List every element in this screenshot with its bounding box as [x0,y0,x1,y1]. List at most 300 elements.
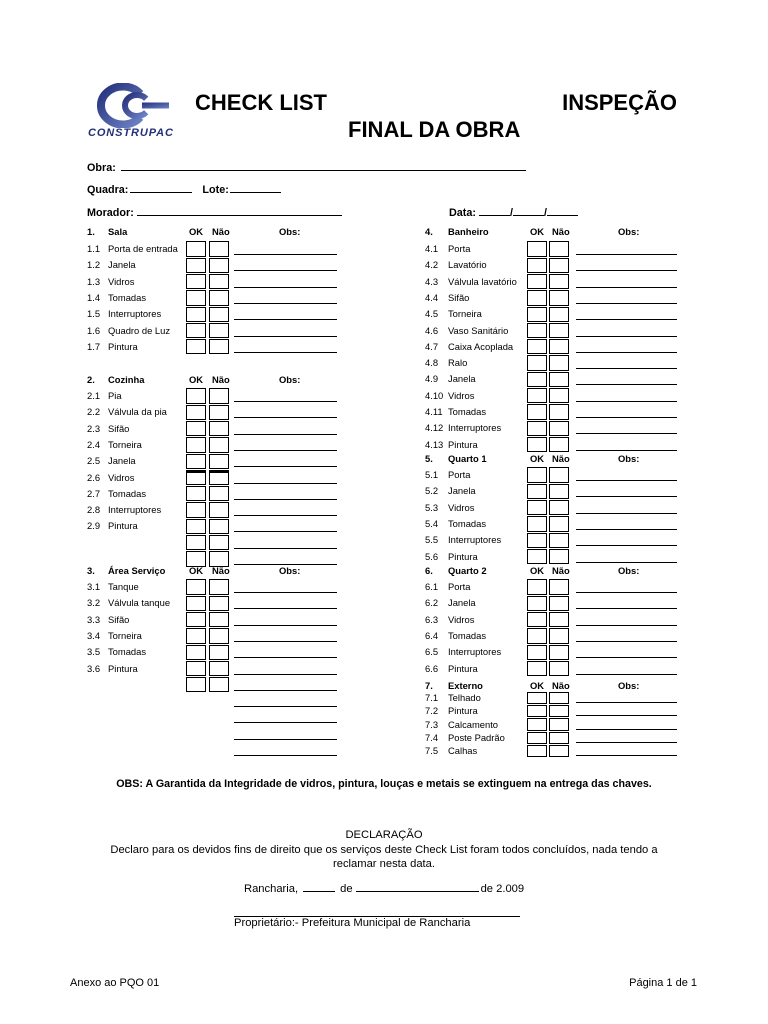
nao-checkbox[interactable] [209,339,229,354]
item-label: Interruptores [108,504,162,516]
obs-input-line[interactable] [576,513,677,514]
obs-input-line[interactable] [576,401,677,402]
nao-checkbox[interactable] [549,355,569,370]
item-label: Vidros [448,389,475,401]
declaration-title: DECLARAÇÃO [345,829,423,841]
obs-input-line[interactable] [576,254,677,255]
ok-checkbox[interactable] [527,579,547,594]
ok-checkbox[interactable] [186,241,206,256]
item-number: 7.3 [425,718,439,730]
obs-input-line[interactable] [234,592,337,593]
obs-input-line[interactable] [234,706,337,707]
item-number: 5.5 [425,534,439,546]
nao-checkbox[interactable] [209,388,229,403]
nao-checkbox[interactable] [549,307,569,322]
obs-input-line[interactable] [576,742,677,743]
item-number: 4.2 [425,259,439,271]
ok-checkbox[interactable] [527,516,547,531]
ok-checkbox[interactable] [527,467,547,482]
nao-checkbox[interactable] [549,421,569,436]
obs-input-line[interactable] [576,641,677,642]
ok-checkbox[interactable] [186,470,206,485]
nao-checkbox[interactable] [549,372,569,387]
ok-checkbox[interactable] [527,274,547,289]
item-label: Sifão [108,613,130,625]
obs-input-line[interactable] [576,702,677,703]
obs-input-line[interactable] [576,625,677,626]
item-label: Vaso Sanitário [448,324,509,336]
section-title: Banheiro [448,226,489,237]
ok-checkbox[interactable] [186,323,206,338]
ok-column-header: OK [530,453,545,464]
nao-column-header: Não [552,453,570,464]
nao-checkbox[interactable] [209,470,229,485]
section-number: 2. [87,374,95,385]
ok-checkbox[interactable] [527,596,547,611]
nao-checkbox[interactable] [549,596,569,611]
ok-checkbox[interactable] [186,661,206,676]
obs-input-line[interactable] [576,562,677,563]
day-input[interactable] [479,206,510,216]
ok-checkbox[interactable] [527,732,547,744]
item-label: Interruptores [448,422,502,434]
nao-checkbox[interactable] [549,745,569,757]
nao-checkbox[interactable] [549,732,569,744]
nao-checkbox[interactable] [549,579,569,594]
item-label: Calhas [448,745,478,757]
obs-input-line[interactable] [576,352,677,353]
obs-input-line[interactable] [234,548,337,549]
ok-checkbox[interactable] [186,405,206,420]
item-label: Caixa Acoplada [448,340,514,352]
obs-input-line[interactable] [234,417,337,418]
ok-checkbox[interactable] [186,437,206,452]
item-label: Porta [448,243,471,254]
morador-label: Morador: [87,207,134,219]
ok-checkbox[interactable] [527,549,547,564]
item-label: Janela [108,455,136,467]
ok-checkbox[interactable] [527,323,547,338]
obs-input-line[interactable] [576,729,677,730]
year-label: de 2.009 [480,883,525,895]
obs-column-header: Obs: [618,680,640,691]
item-label: Tomadas [448,517,487,529]
ok-checkbox[interactable] [527,745,547,757]
item-label: Janela [448,485,476,497]
nao-checkbox[interactable] [209,454,229,469]
item-number: 1.6 [87,324,101,336]
nao-checkbox[interactable] [549,661,569,676]
ok-checkbox[interactable] [527,437,547,452]
item-number: 2.3 [87,422,101,434]
nao-checkbox[interactable] [549,718,569,730]
ok-checkbox[interactable] [527,661,547,676]
obs-input-line[interactable] [234,657,337,658]
ok-checkbox[interactable] [186,290,206,305]
quadra-label: Quadra: [87,184,129,196]
ok-checkbox[interactable] [527,372,547,387]
item-label: Janela [448,597,476,609]
obs-input-line[interactable] [234,515,337,516]
ok-checkbox[interactable] [527,645,547,660]
quadra-input[interactable] [130,183,192,193]
item-label: Vidros [108,275,135,287]
obs-input-line[interactable] [234,722,337,723]
obs-input-line[interactable] [234,499,337,500]
nao-checkbox[interactable] [209,535,229,550]
item-label: Válvula tanque [108,597,171,609]
item-label: Interruptores [448,646,502,658]
data-label: Data: [449,207,476,219]
nao-checkbox[interactable] [209,645,229,660]
item-label: Calcamento [448,718,499,730]
item-label: Porta [448,469,471,480]
nao-checkbox[interactable] [209,323,229,338]
obs-input-line[interactable] [234,641,337,642]
nao-checkbox[interactable] [209,486,229,501]
obs-input-line[interactable] [234,674,337,675]
declaration-text-line1: Declaro para os devidos fins de direito que os serviços deste Check List foram todos concluídos, nada tendo a [110,844,658,856]
item-number: 4.3 [425,275,439,287]
item-number: 1.5 [87,308,101,320]
ok-checkbox[interactable] [186,502,206,517]
nao-checkbox[interactable] [549,533,569,548]
obs-input-line[interactable] [576,608,677,609]
obs-input-line[interactable] [234,483,337,484]
obs-column-header: Obs: [618,565,640,576]
item-number: 1.4 [87,291,101,303]
obs-column-header: Obs: [618,453,640,464]
ok-checkbox[interactable] [527,628,547,643]
morador-field [87,206,342,220]
item-label: Janela [448,373,476,385]
nao-checkbox[interactable] [549,500,569,515]
obs-input-line[interactable] [234,434,337,435]
nao-checkbox[interactable] [209,502,229,517]
item-label: Vidros [448,501,475,513]
item-number: 4.8 [425,357,439,369]
obs-input-line[interactable] [576,450,677,451]
item-label: Ralo [448,357,468,369]
ok-checkbox[interactable] [186,258,206,273]
obs-input-line[interactable] [576,545,677,546]
item-number: 2.4 [87,438,101,450]
section-title: Externo [448,680,483,691]
quadra-lote-field [87,183,281,197]
ok-checkbox[interactable] [186,454,206,469]
item-number: 2.1 [87,390,101,401]
nao-checkbox[interactable] [549,290,569,305]
nao-checkbox[interactable] [549,705,569,717]
obs-input-line[interactable] [576,287,677,288]
item-label: Pintura [108,662,138,674]
warranty-note: OBS: A Garantida da Integridade de vidros, pintura, louças e metais se extinguem na entrega das chaves. [116,778,652,790]
item-label: Sifão [448,291,470,303]
nao-checkbox[interactable] [209,437,229,452]
nao-checkbox[interactable] [209,307,229,322]
item-number: 3.4 [87,629,101,641]
ok-checkbox[interactable] [527,258,547,273]
nao-column-header: Não [552,565,570,576]
ok-column-header: OK [530,226,545,237]
item-label: Tomadas [108,291,147,303]
item-number: 1.1 [87,243,101,254]
obs-input-line[interactable] [576,270,677,271]
ok-checkbox[interactable] [527,404,547,419]
item-label: Válvula da pia [108,406,167,418]
item-number: 7.4 [425,731,439,743]
item-label: Porta [448,581,471,592]
place-date-line [244,882,524,896]
obs-input-line[interactable] [234,739,337,740]
obs-input-line[interactable] [576,303,677,304]
ok-checkbox[interactable] [186,421,206,436]
item-number: 5.6 [425,550,439,562]
item-number: 5.2 [425,485,439,497]
ok-checkbox[interactable] [527,241,547,256]
obs-input-line[interactable] [576,384,677,385]
nao-column-header: Não [212,374,230,385]
obs-input-line[interactable] [576,715,677,716]
nao-checkbox[interactable] [549,692,569,704]
item-number: 2.7 [87,487,101,499]
ok-checkbox[interactable] [527,355,547,370]
item-number: 4.4 [425,291,439,303]
month-input[interactable] [513,206,544,216]
obs-input-line[interactable] [234,303,337,304]
item-number: 4.11 [425,406,443,417]
title-inspecao: INSPEÇÃO [562,90,677,115]
obs-input-line[interactable] [234,401,337,402]
item-label: Quadro de Luz [108,324,171,336]
nao-checkbox[interactable] [209,274,229,289]
lote-input[interactable] [230,183,281,193]
ok-checkbox[interactable] [186,628,206,643]
nao-column-header: Não [552,680,570,691]
ok-checkbox[interactable] [186,519,206,534]
ok-checkbox[interactable] [527,421,547,436]
ok-checkbox[interactable] [527,612,547,627]
obs-input-line[interactable] [234,690,337,691]
obs-input-line[interactable] [234,336,337,337]
ok-checkbox[interactable] [186,339,206,354]
item-label: Poste Padrão [448,731,505,743]
nao-checkbox[interactable] [209,258,229,273]
obs-input-line[interactable] [576,657,677,658]
ok-checkbox[interactable] [186,677,206,692]
item-number: 4.7 [425,340,439,352]
nao-checkbox[interactable] [549,404,569,419]
ok-checkbox[interactable] [527,388,547,403]
item-number: 4.12 [425,422,444,434]
nao-checkbox[interactable] [209,628,229,643]
nao-checkbox[interactable] [209,405,229,420]
obs-input-line[interactable] [576,755,677,756]
footer-annex: Anexo ao PQO 01 [70,977,160,989]
obs-input-line[interactable] [576,319,677,320]
nao-checkbox[interactable] [549,612,569,627]
obs-input-line[interactable] [234,254,337,255]
ok-checkbox[interactable] [527,718,547,730]
item-label: Pintura [448,662,478,674]
item-label: Torneira [108,629,142,641]
item-label: Pintura [448,438,478,450]
item-label: Tomadas [448,406,487,417]
item-label: Pintura [108,520,138,532]
obs-input-line[interactable] [234,755,337,756]
obs-input-line[interactable] [576,433,677,434]
item-label: Interruptores [108,308,162,320]
obs-input-line[interactable] [234,352,337,353]
item-number: 4.5 [425,308,439,320]
item-number: 5.4 [425,517,439,529]
nao-checkbox[interactable] [549,549,569,564]
nao-checkbox[interactable] [549,388,569,403]
ok-checkbox[interactable] [186,535,206,550]
nao-checkbox[interactable] [549,628,569,643]
ok-checkbox[interactable] [527,290,547,305]
item-number: 4.10 [425,389,444,401]
ok-checkbox[interactable] [186,612,206,627]
ok-checkbox[interactable] [186,388,206,403]
obs-input-line[interactable] [234,270,337,271]
item-label: Porta de entrada [108,243,178,254]
nao-checkbox[interactable] [549,241,569,256]
obra-label: Obra: [87,162,116,174]
item-number: 6.6 [425,662,439,674]
ok-checkbox[interactable] [186,579,206,594]
section-number: 4. [425,226,433,237]
obs-input-line[interactable] [576,480,677,481]
obs-input-line[interactable] [234,625,337,626]
nao-checkbox[interactable] [209,519,229,534]
ok-checkbox[interactable] [527,484,547,499]
nao-checkbox[interactable] [549,258,569,273]
nao-checkbox[interactable] [209,241,229,256]
item-number: 3.5 [87,646,101,658]
nao-checkbox[interactable] [209,661,229,676]
obra-input[interactable] [121,161,526,171]
nao-checkbox[interactable] [549,484,569,499]
obs-input-line[interactable] [234,450,337,451]
obs-input-line[interactable] [576,368,677,369]
ok-checkbox[interactable] [527,705,547,717]
item-number: 3.6 [87,662,101,674]
section-title: Quarto 1 [448,453,487,464]
nao-checkbox[interactable] [549,516,569,531]
month-blank[interactable] [356,882,479,892]
obs-input-line[interactable] [576,336,677,337]
item-label: Vidros [108,471,135,483]
section-title: Quarto 2 [448,565,487,576]
item-number: 1.2 [87,259,101,271]
item-number: 3.1 [87,581,101,592]
item-number: 7.2 [425,705,439,717]
title-final-da-obra: FINAL DA OBRA [348,117,521,142]
nao-checkbox[interactable] [549,274,569,289]
obs-input-line[interactable] [234,466,337,467]
item-number: 6.1 [425,581,439,592]
obs-input-line[interactable] [576,674,677,675]
item-label: Sifão [108,422,130,434]
obs-input-line[interactable] [234,319,337,320]
nao-checkbox[interactable] [549,339,569,354]
ok-checkbox[interactable] [186,274,206,289]
day-blank[interactable] [303,882,335,892]
obs-input-line[interactable] [234,531,337,532]
obs-input-line[interactable] [234,608,337,609]
obs-input-line[interactable] [576,417,677,418]
nao-checkbox[interactable] [549,467,569,482]
item-number: 1.7 [87,340,101,352]
nao-checkbox[interactable] [549,437,569,452]
ok-checkbox[interactable] [527,339,547,354]
item-number: 2.8 [87,504,101,516]
item-number: 2.6 [87,471,101,483]
nao-checkbox[interactable] [209,579,229,594]
nao-checkbox[interactable] [209,677,229,692]
ok-checkbox[interactable] [527,692,547,704]
item-number: 2.9 [87,520,101,532]
obs-column-header: Obs: [618,226,640,237]
nao-checkbox[interactable] [209,612,229,627]
item-label: Vidros [448,613,475,625]
nao-checkbox[interactable] [549,645,569,660]
item-number: 4.6 [425,324,439,336]
ok-checkbox[interactable] [186,486,206,501]
nao-checkbox[interactable] [549,323,569,338]
obs-input-line[interactable] [234,287,337,288]
ok-checkbox[interactable] [527,533,547,548]
obs-column-header: Obs: [279,226,301,237]
obs-input-line[interactable] [576,529,677,530]
year-input[interactable] [547,206,578,216]
nao-checkbox[interactable] [209,290,229,305]
nao-checkbox[interactable] [209,596,229,611]
logo-mark-icon [97,83,170,128]
signature-label: Proprietário:- Prefeitura Municipal de Rancharia [234,917,471,929]
item-label: Pintura [108,340,138,352]
obs-input-line[interactable] [576,496,677,497]
ok-checkbox[interactable] [527,307,547,322]
footer-page-number: Página 1 de 1 [629,977,697,989]
section-title: Sala [108,226,128,237]
item-label: Pia [108,390,122,401]
item-label: Telhado [448,692,481,703]
ok-column-header: OK [189,374,204,385]
ok-checkbox[interactable] [186,596,206,611]
section-title: Cozinha [108,374,145,385]
title-check-list: CHECK LIST [195,90,327,115]
date-separator: / [544,207,547,219]
obs-input-line[interactable] [576,592,677,593]
section-number: 1. [87,226,95,237]
ok-checkbox[interactable] [186,645,206,660]
item-number: 7.1 [425,692,439,703]
obs-column-header: Obs: [279,565,301,576]
ok-checkbox[interactable] [186,307,206,322]
lote-label: Lote: [202,184,229,196]
section-number: 7. [425,680,433,691]
item-label: Janela [108,259,136,271]
nao-checkbox[interactable] [209,421,229,436]
item-label: Tomadas [448,629,487,641]
data-field [449,206,578,220]
ok-checkbox[interactable] [527,500,547,515]
item-number: 1.3 [87,275,101,287]
morador-input[interactable] [137,206,342,216]
item-number: 3.3 [87,613,101,625]
